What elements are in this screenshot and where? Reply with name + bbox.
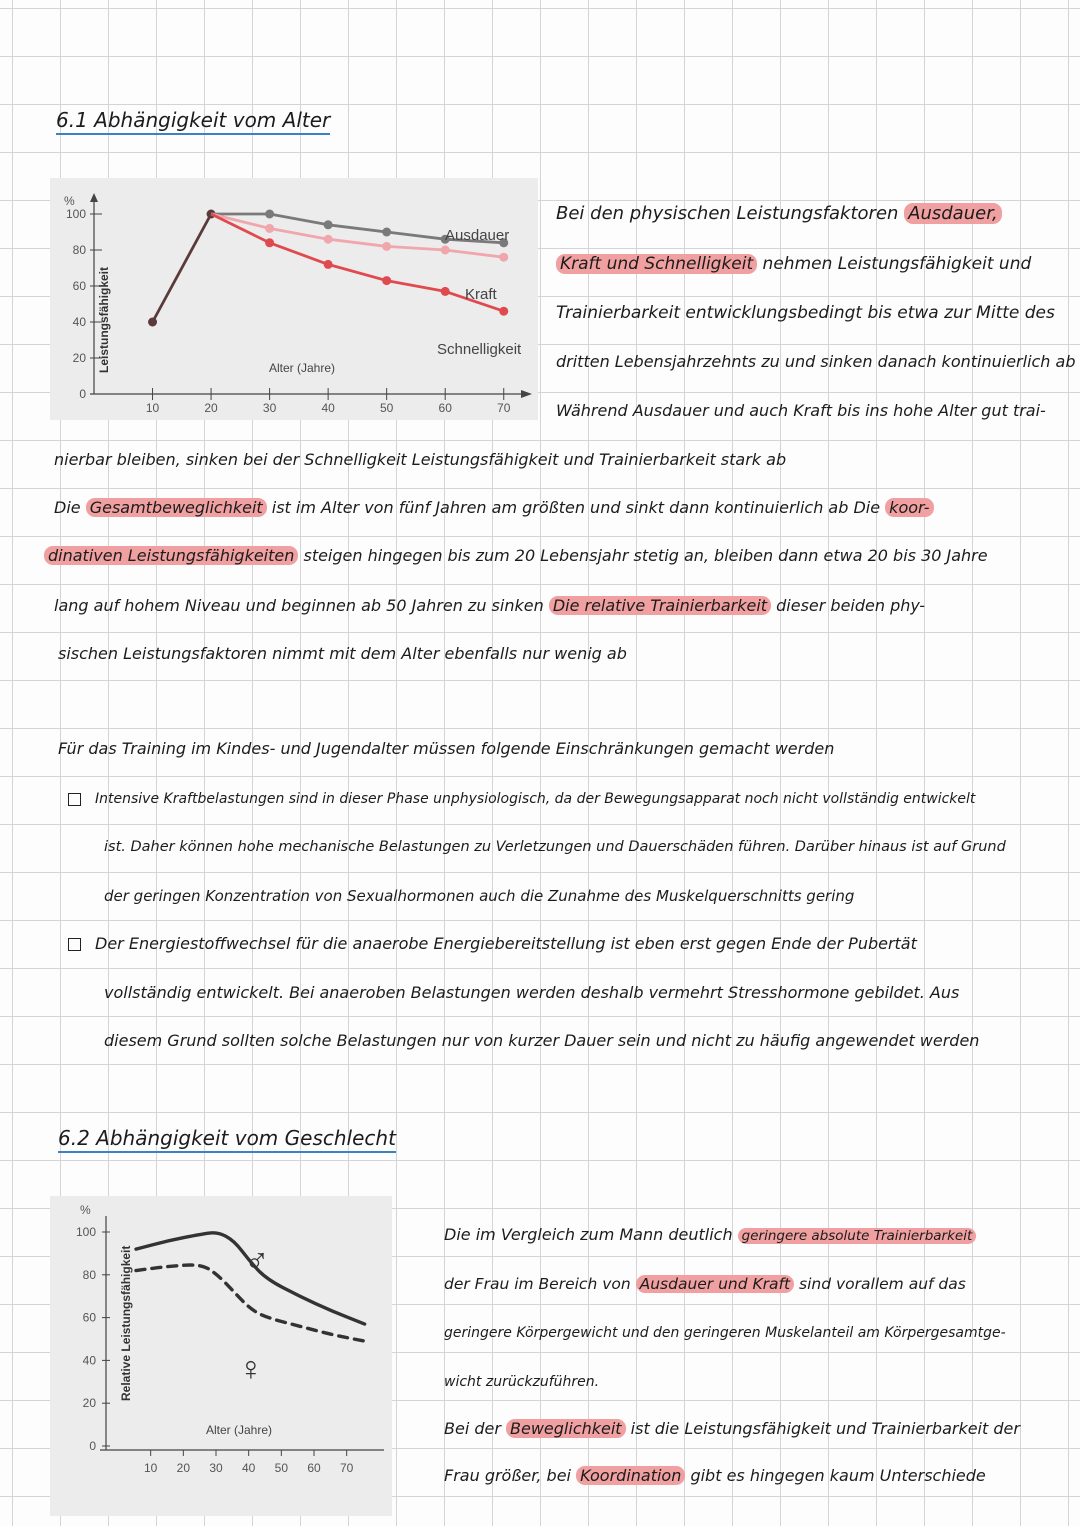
s1-p3-item2-line2: vollständig entwickelt. Bei anaeroben Belastungen werden deshalb vermehrt Stresshormone gebildet. Aus xyxy=(104,983,960,1002)
y-tick-label: 0 xyxy=(79,387,86,401)
s2-p1-line3: geringere Körpergewicht und den geringeren Muskelanteil am Körpergesamtge- xyxy=(444,1325,1006,1341)
checkbox-2 xyxy=(68,938,81,951)
male-symbol: ♂ xyxy=(244,1242,270,1280)
data-point xyxy=(441,246,450,255)
s1-p1-line1: Bei den physischen Leistungsfaktoren Ausdauer, xyxy=(556,203,1002,225)
s1-p3-item1-line2: ist. Daher können hohe mechanische Belastungen zu Verletzungen und Dauerschäden führen. Darüber hinaus ist auf Grund xyxy=(104,839,1006,855)
y-tick-label: 100 xyxy=(75,1225,96,1239)
s1-p3-item1-line3: der geringen Konzentration von Sexualhormonen auch die Zunahme des Muskelquerschnitts gering xyxy=(104,887,855,905)
s2-p1-line6: Frau größer, bei Koordination gibt es hingegen kaum Unterschiede xyxy=(444,1466,986,1485)
section-heading-geschlecht: 6.2 Abhängigkeit vom Geschlecht xyxy=(58,1126,396,1153)
s1-p2-line2: dinativen Leistungsfähigkeiten steigen hingegen bis zum 20 Lebensjahr stetig an, bleiben dann etwa 20 bis 30 Jahre xyxy=(44,545,988,567)
x-tick-label: 10 xyxy=(145,401,160,415)
s1-p3-intro: Für das Training im Kindes- und Jugendalter müssen folgende Einschränkungen gemacht werden xyxy=(58,739,835,758)
data-point xyxy=(324,235,333,244)
chart-geschlecht xyxy=(50,1196,392,1516)
s1-p1-line2: Kraft und Schnelligkeit nehmen Leistungsfähigkeit und xyxy=(556,253,1031,275)
s2-p1-line2: der Frau im Bereich von Ausdauer und Kraft sind vorallem auf das xyxy=(444,1275,966,1293)
highlight-koordinativen-b: dinativen Leistungsfähigkeiten xyxy=(44,546,298,565)
female-symbol: ♀ xyxy=(238,1350,264,1388)
x-tick-label: 70 xyxy=(497,401,511,415)
y-tick-label: 80 xyxy=(82,1267,96,1282)
s1-p2-line4: sischen Leistungsfaktoren nimmt mit dem Alter ebenfalls nur wenig ab xyxy=(58,644,627,663)
x-tick-label: 60 xyxy=(307,1461,321,1475)
s1-p3-item2-line3: diesem Grund sollten solche Belastungen nur von kurzer Dauer sein und nicht zu häufig angewendet werden xyxy=(104,1031,980,1050)
s1-p1-line5: Während Ausdauer und auch Kraft bis ins hohe Alter gut trai- xyxy=(556,401,1046,420)
x-tick-label: 20 xyxy=(176,1461,191,1475)
x-tick-label: 40 xyxy=(321,401,335,415)
s2-p1-line1: Die im Vergleich zum Mann deutlich geringere absolute Trainierbarkeit xyxy=(444,1224,976,1247)
y-tick-label: 40 xyxy=(82,1353,96,1368)
s1-p1-line6: nierbar bleiben, sinken bei der Schnelligkeit Leistungsfähigkeit und Trainierbarkeit stark ab xyxy=(54,450,787,469)
section-heading-alter: 6.1 Abhängigkeit vom Alter xyxy=(56,108,330,135)
y-tick-label: 0 xyxy=(89,1439,96,1453)
series-label-kraft: Kraft xyxy=(465,286,497,303)
y-unit-label: % xyxy=(64,194,75,208)
chart-geschlecht-photo xyxy=(50,1196,392,1516)
x-axis-arrow xyxy=(521,390,532,398)
s1-p2-line3: lang auf hohem Niveau und beginnen ab 50 Jahren zu sinken Die relative Trainierbarkeit dieser beiden phy- xyxy=(54,596,926,615)
x-tick-label: 50 xyxy=(274,1461,289,1475)
data-point xyxy=(265,224,274,233)
data-point xyxy=(499,253,508,262)
y-tick-label: 40 xyxy=(72,315,86,329)
s1-p2-line1: Die Gesamtbeweglichkeit ist im Alter von fünf Jahren am größten und sinkt dann kontinuierlich ab Die koor- xyxy=(54,497,934,519)
x-tick-label: 60 xyxy=(438,401,452,415)
x-tick-label: 10 xyxy=(143,1461,158,1475)
highlight-koordination: Koordination xyxy=(576,1466,685,1485)
x-tick-label: 30 xyxy=(209,1461,223,1475)
y-axis-arrow xyxy=(90,193,98,202)
highlight-ausdauer-kraft: Ausdauer und Kraft xyxy=(636,1275,794,1293)
highlight-koordinativen-a: koor- xyxy=(885,498,933,517)
x-axis-label: Alter (Jahre) xyxy=(269,361,336,375)
x-tick-label: 70 xyxy=(339,1461,354,1475)
s2-p1-line5: Bei der Beweglichkeit ist die Leistungsfähigkeit und Trainierbarkeit der xyxy=(444,1419,1020,1438)
highlight-gesamtbeweglichkeit: Gesamtbeweglichkeit xyxy=(86,498,267,517)
data-point xyxy=(382,228,391,237)
highlight-ausdauer: Ausdauer, xyxy=(904,203,1002,224)
data-point xyxy=(382,276,391,285)
y-unit-label: % xyxy=(80,1203,91,1217)
y-tick-label: 80 xyxy=(72,243,86,257)
y-axis-label: Relative Leistungsfähigkeit xyxy=(119,1245,133,1401)
x-tick-label: 50 xyxy=(379,401,394,415)
series-label-ausdauer: Ausdauer xyxy=(445,227,510,244)
data-point xyxy=(441,287,450,296)
y-tick-label: 60 xyxy=(82,1310,96,1325)
highlight-relative-trainierbarkeit: Die relative Trainierbarkeit xyxy=(549,596,771,615)
s1-p1-line4: dritten Lebensjahrzehnts zu und sinken danach kontinuierlich ab xyxy=(556,352,1076,371)
data-point xyxy=(148,318,157,327)
x-axis-label: Alter (Jahre) xyxy=(206,1423,273,1437)
s1-p3-item2-line1: Der Energiestoffwechsel für die anaerobe Energiebereitstellung ist eben erst gegen Ende der Pubertät xyxy=(68,933,917,955)
series-line-common xyxy=(153,214,212,322)
y-tick-label: 20 xyxy=(82,1396,96,1411)
x-tick-label: 20 xyxy=(204,401,218,415)
chart-alter xyxy=(50,178,538,420)
data-point xyxy=(382,242,391,251)
s1-p1-line3: Trainierbarkeit entwicklungsbedingt bis etwa zur Mitte des xyxy=(556,303,1055,323)
s1-p3-item1-line1: Intensive Kraftbelastungen sind in dieser Phase unphysiologisch, da der Bewegungsapparat noch nicht vollständig entwickelt xyxy=(68,788,975,810)
data-point xyxy=(324,260,333,269)
x-tick-label: 30 xyxy=(262,401,277,415)
y-axis-label: Leistungsfähigkeit xyxy=(97,266,111,373)
data-point xyxy=(265,210,274,219)
x-tick-label: 40 xyxy=(241,1461,256,1475)
y-tick-label: 60 xyxy=(72,279,86,293)
s2-p1-line4: wicht zurückzuführen. xyxy=(444,1374,600,1390)
data-point xyxy=(499,307,508,316)
highlight-kraft-schnelligkeit: Kraft und Schnelligkeit xyxy=(556,254,757,274)
data-point xyxy=(265,238,274,247)
series-label-schnelligkeit: Schnelligkeit xyxy=(437,341,522,358)
checkbox-1 xyxy=(68,793,81,806)
chart-alter-photo xyxy=(50,178,538,420)
highlight-beweglichkeit: Beweglichkeit xyxy=(506,1419,626,1438)
highlight-absolute-trainierbarkeit: geringere absolute Trainierbarkeit xyxy=(738,1228,977,1244)
y-tick-label: 100 xyxy=(65,207,86,221)
data-point xyxy=(324,220,333,229)
y-tick-label: 20 xyxy=(72,351,86,365)
